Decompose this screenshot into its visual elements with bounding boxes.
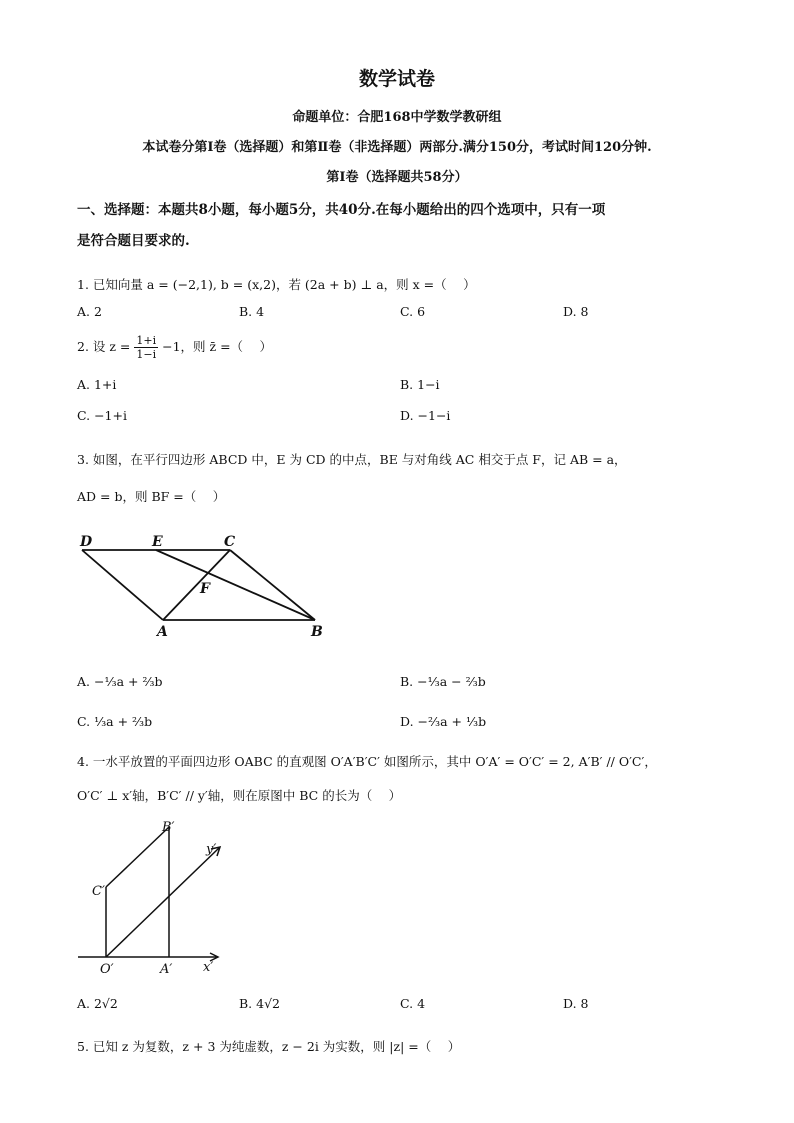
question-4-stem-line1: 4. 一水平放置的平面四边形 OABC 的直观图 O′A′B′C′ 如图所示，其中 O′A′ = O′C′ = 2, A′B′ // O′C′， [77,754,657,769]
question-2-stem-pre: 2. 设 z = [77,339,131,354]
fig3-label-a: A [157,624,168,640]
question-2-stem-post: −1，则 z̄ =（ ） [162,339,273,354]
question-2-stem [77,334,272,361]
question-2-option-d: D. −1−i [400,408,451,423]
question-1-option-d: D. 8 [563,304,589,319]
question-1-option-c: C. 6 [400,304,426,319]
section-one-instructions-line2: 是符合题目要求的. [77,233,190,249]
segment-be [156,550,315,620]
fig3-label-f: F [200,581,210,597]
y-axis [106,847,220,957]
question-4-option-b: B. 4√2 [239,996,281,1011]
segment-cb [106,827,169,887]
exam-unit: 命题单位：合肥168中学数学教研组 [292,110,502,125]
parallelogram-lines [82,550,315,620]
question-4-stem-line2: O′C′ ⊥ x′轴，B′C′ // y′轴，则在原图中 BC 的长为（ ） [77,788,402,803]
question-2-fraction-numerator: 1+i [136,334,157,347]
question-3-option-a: A. −⅓a + ⅔b [77,674,163,689]
exam-intro: 本试卷分第Ⅰ卷（选择题）和第Ⅱ卷（非选择题）两部分.满分150分，考试时间120分钟. [142,140,652,155]
fig4-label-a: A′ [160,962,173,977]
question-1-option-b: B. 4 [239,304,265,319]
question-3-stem-line2: AD = b，则 BF =（ ） [77,489,226,504]
question-1-stem: 1. 已知向量 a = (−2,1), b = (x,2)，若 (2a + b) ⊥ a，则 x =（ ） [77,277,476,292]
question-2-option-a: A. 1+i [77,377,117,392]
question-2-fraction [134,334,158,361]
fig3-label-e: E [152,534,163,550]
question-2-option-c: C. −1+i [77,408,127,423]
question-5-stem: 5. 已知 z 为复数，z + 3 为纯虚数，z − 2i 为实数，则 |z| =（ ） [77,1039,461,1054]
question-3-figure-parallelogram [70,530,340,645]
fig3-label-d: D [80,534,93,550]
question-4-figure-intuitive-diagram [70,815,240,980]
fig4-label-y: y′ [206,842,217,857]
diagonal-ac [163,550,230,620]
fig3-label-c: C [224,534,236,550]
exam-title: 数学试卷 [358,68,435,90]
fig3-label-b: B [311,624,323,640]
section-one-instructions-line1: 一、选择题：本题共8小题，每小题5分，共40分.在每小题给出的四个选项中，只有一项 [77,202,606,218]
question-3-option-d: D. −⅔a + ⅓b [400,714,487,729]
fig4-label-x: x′ [203,960,214,975]
question-3-stem-line1: 3. 如图，在平行四边形 ABCD 中，E 为 CD 的中点，BE 与对角线 AC 相交于点 F，记 AB = a， [77,452,627,467]
question-4-option-c: C. 4 [400,996,426,1011]
fig4-label-b: B′ [162,820,175,835]
question-3-option-b: B. −⅓a − ⅔b [400,674,486,689]
part-one-heading: 第Ⅰ卷（选择题共58分） [326,170,468,185]
question-3-option-c: C. ⅓a + ⅔b [77,714,153,729]
fig4-label-o: O′ [100,962,114,977]
fig4-label-c: C′ [92,884,105,899]
edge-ad [82,550,163,620]
edge-cb [230,550,315,620]
question-2-option-b: B. 1−i [400,377,440,392]
question-4-option-a: A. 2√2 [77,996,118,1011]
question-4-option-d: D. 8 [563,996,589,1011]
question-1-option-a: A. 2 [77,304,102,319]
question-2-fraction-denominator: 1−i [136,348,157,361]
